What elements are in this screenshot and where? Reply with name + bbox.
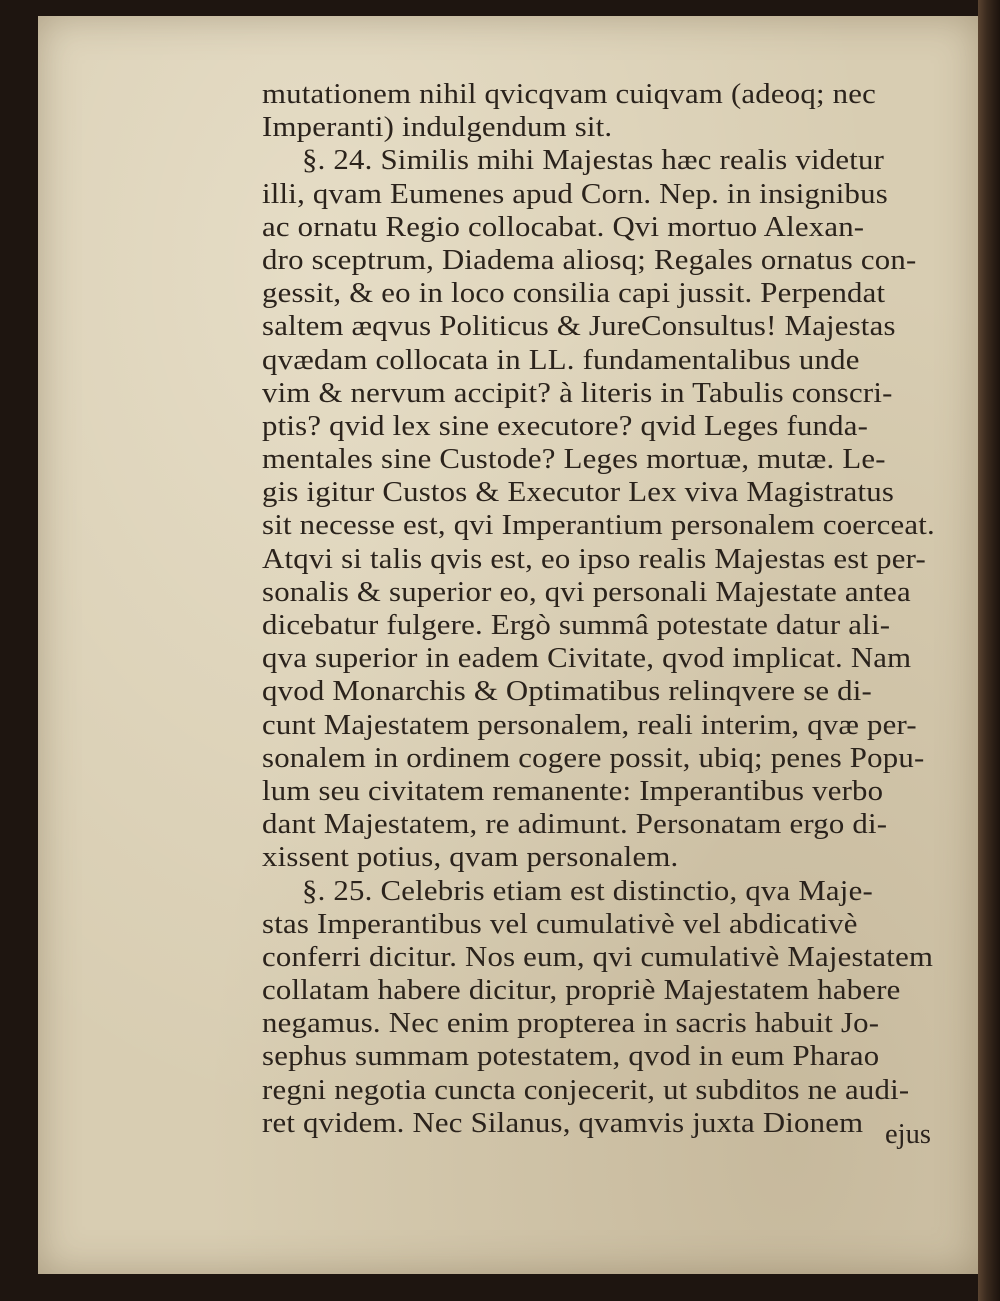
text-line: stas Imperantibus vel cumulativè vel abdicativè: [262, 908, 858, 940]
text-line: sephus summam potestatem, qvod in eum Pharao: [262, 1041, 880, 1073]
text-line: collatam habere dicitur, propriè Majestatem habere: [262, 975, 901, 1007]
text-line: cunt Majestatem personalem, reali interim, qvæ per-: [262, 709, 917, 741]
text-line: sonalem in ordinem cogere possit, ubiq; penes Popu-: [262, 742, 925, 774]
section-25-start: §. 25. Celebris etiam est distinctio, qva Maje-: [302, 875, 873, 907]
text-line: dro sceptrum, Diadema aliosq; Regales ornatus con-: [262, 244, 917, 276]
page-text: [262, 78, 952, 1140]
section-24-start: §. 24. Similis mihi Majestas hæc realis videtur: [302, 145, 885, 177]
text-line: qvod Monarchis & Optimatibus relinqvere se di-: [262, 676, 873, 708]
text-line: qvædam collocata in LL. fundamentalibus unde: [262, 344, 860, 376]
text-line: mentales sine Custode? Leges mortuæ, mutæ. Le-: [262, 444, 886, 476]
text-line: vim & nervum accipit? à literis in Tabulis conscri-: [262, 377, 893, 409]
text-line: ac ornatu Regio collocabat. Qvi mortuo Alexan-: [262, 211, 865, 243]
text-line: sonalis & superior eo, qvi personali Majestate antea: [262, 576, 911, 608]
text-line: dicebatur fulgere. Ergò summâ potestate datur ali-: [262, 610, 891, 641]
text-line: Atqvi si talis qvis est, eo ipso realis Majestas est per-: [262, 543, 926, 575]
catchword: ejus: [885, 1119, 931, 1150]
book-edge: [978, 0, 1000, 1301]
text-line: qva superior in eadem Civitate, qvod implicat. Nam: [262, 643, 912, 675]
text-line: xissent potius, qvam personalem.: [262, 842, 679, 874]
text-line: negamus. Nec enim propterea in sacris habuit Jo-: [262, 1008, 880, 1040]
text-line: Imperanti) indulgendum sit.: [262, 112, 613, 144]
text-line: ret qvidem. Nec Silanus, qvamvis juxta Dionem: [262, 1107, 864, 1139]
text-line: dant Majestatem, re adimunt. Personatam ergo di-: [262, 809, 888, 841]
text-line: illi, qvam Eumenes apud Corn. Nep. in insignibus: [262, 178, 888, 210]
text-line: lum seu civitatem remanente: Imperantibus verbo: [262, 775, 884, 807]
text-line: regni negotia cuncta conjecerit, ut subditos ne audi-: [262, 1074, 910, 1106]
text-line: saltem æqvus Politicus & JureConsultus! Majestas: [262, 311, 896, 343]
text-line: conferri dicitur. Nos eum, qvi cumulativè Majestatem: [262, 941, 934, 973]
text-line: gessit, & eo in loco consilia capi jussit. Perpendat: [262, 278, 886, 310]
text-line: gis igitur Custos & Executor Lex viva Magistratus: [262, 477, 895, 509]
text-line: mutationem nihil qvicqvam cuiqvam (adeoq; nec: [262, 79, 877, 110]
text-line: sit necesse est, qvi Imperantium personalem coerceat.: [262, 510, 935, 542]
text-line: ptis? qvid lex sine executore? qvid Leges funda-: [262, 410, 869, 442]
